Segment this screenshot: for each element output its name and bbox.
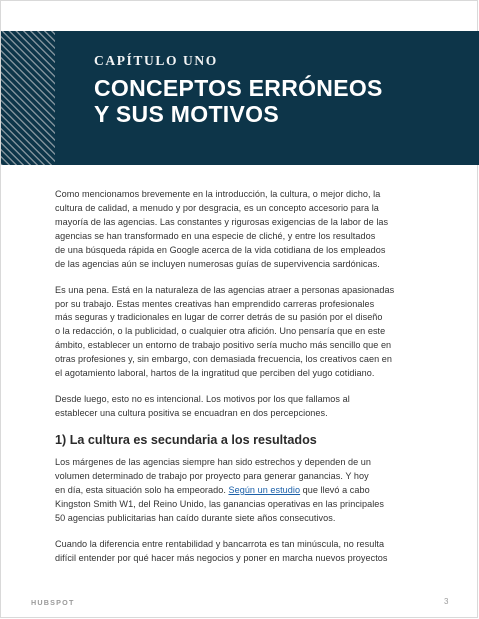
paragraph-line: 50 agencias publicitarias han caído durante siete años consecutivos. [55,512,336,523]
paragraph-line: por su trabajo. Estas mentes creativas han emprendido carreras profesionales [55,298,375,309]
paragraph-line: agencias se han transformado en una especie de cliché, y entre los resultados [55,230,376,241]
paragraph-line: o la redacción, o la publicidad, o cualquier otra afición. Uno pensaría que en este [55,326,386,337]
text-fragment: en día, esta situación solo ha empeorado. [55,484,229,495]
chapter-title [94,75,464,127]
paragraph-line [55,484,425,498]
paragraph-line: mayoría de las agencias. Las constantes y rigurosas exigencias de la labor de las [55,216,389,227]
paragraph-line: de las agencias aún se incluyen numerosas guías de supervivencia sardónicas. [55,258,380,269]
text-fragment: que llevó a cabo [300,484,370,495]
study-link[interactable]: Según un estudio [228,484,301,495]
page-number: 3 [444,597,449,606]
paragraph-line: Como mencionamos brevemente en la introducción, la cultura, o mejor dicho, la [55,189,381,199]
paragraph-line: Es una pena. Está en la naturaleza de las agencias atraer a personas apasionadas [55,284,395,295]
paragraph-4 [55,456,425,526]
paragraph-3 [55,393,425,421]
paragraph-line: Los márgenes de las agencias siempre han sido estrechos y dependen de un [55,457,372,468]
paragraph-line: establecer una cultura positiva se encuadran en dos percepciones. [55,408,328,419]
footer-brand: HUBSPOT [31,598,75,607]
chapter-banner [1,31,479,165]
paragraph-line: ámbito, establecer un entorno de trabajo positivo sería mucho más sencillo que en [55,340,392,351]
paragraph-line: Cuando la diferencia entre rentabilidad y bancarrota es tan minúscula, no resulta [55,538,385,549]
paragraph-line: Kingston Smith W1, del Reino Unido, las ganancias operativas en las principales [55,498,384,509]
paragraph-line: difícil entender por qué hacer más negocios y poner en marcha nuevos proyectos [55,552,388,563]
paragraph-line: Desde luego, esto no es intencional. Los motivos por los que fallamos al [55,394,350,405]
body-content [55,188,425,578]
chapter-title-line-2: Y SUS MOTIVOS [94,101,279,127]
paragraph-5 [55,538,425,566]
paragraph-line: de una búsqueda rápida en Google acerca de la vida cotidiana de los empleados [55,244,386,255]
paragraph-line: el agotamiento laboral, hartos de la ingratitud que perciben del yugo cotidiano. [55,368,375,379]
paragraph-line: más seguras y tradicionales en lugar de correr detrás de su pasión por el diseño [55,312,383,323]
paragraph-line: otras profesiones y, sin embargo, con demasiada frecuencia, los creativos caen en [55,354,392,365]
chapter-title-line-1: CONCEPTOS ERRÓNEOS [94,75,383,101]
paragraph-line: cultura de calidad, a menudo y por desgracia, es un concepto accesorio para la [55,202,379,213]
paragraph-1 [55,188,425,271]
paragraph-2 [55,284,425,381]
section-heading: 1) La cultura es secundaria a los resultados [55,433,317,448]
chapter-label: CAPÍTULO UNO [94,53,218,68]
decorative-stripes [1,31,55,165]
paragraph-line: volumen determinado de trabajo por proyecto para generar ganancias. Y hoy [55,471,369,482]
